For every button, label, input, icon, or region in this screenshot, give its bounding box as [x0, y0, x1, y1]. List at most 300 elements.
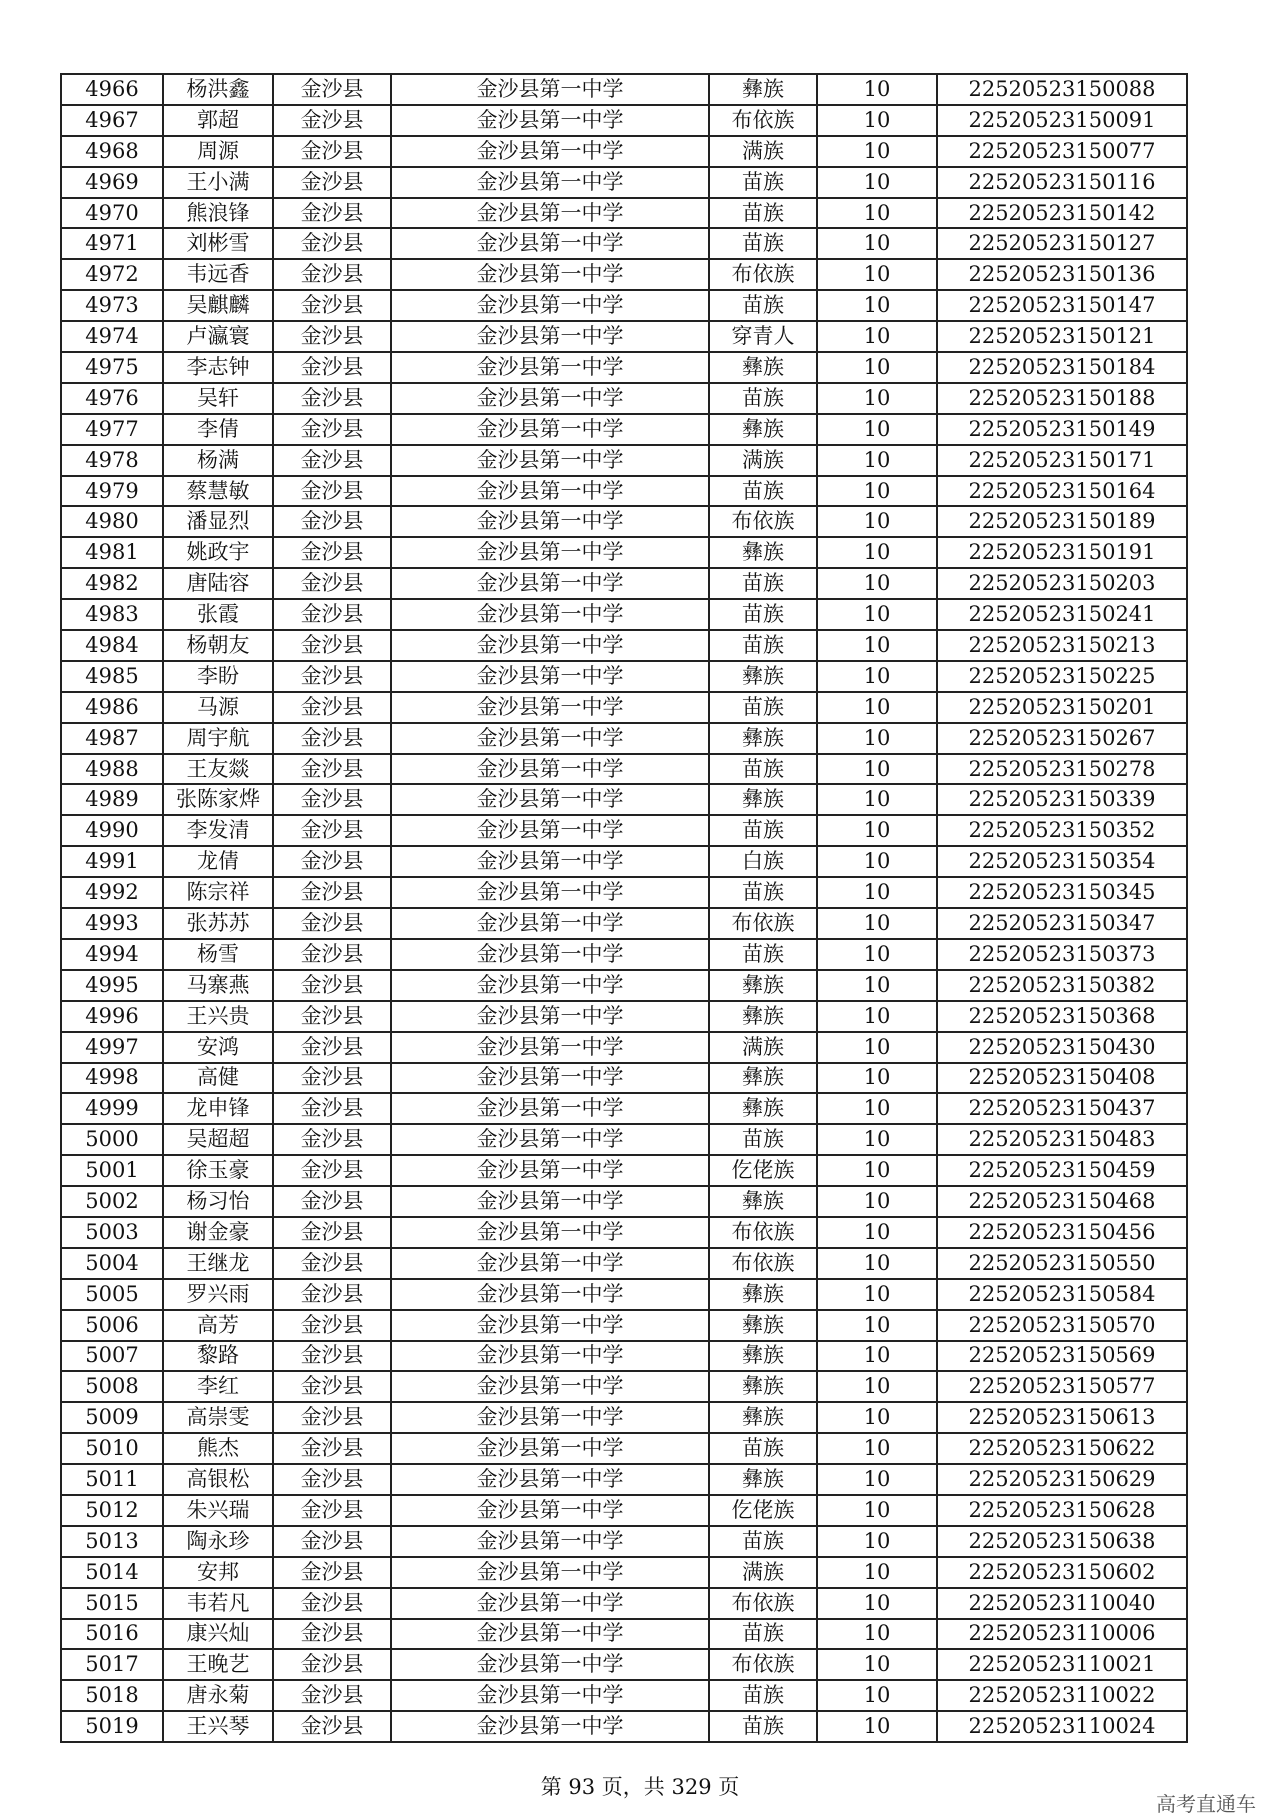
- cell-score: 10: [817, 1310, 937, 1341]
- cell-county: 金沙县: [273, 228, 391, 259]
- cell-score: 10: [817, 815, 937, 846]
- cell-county: 金沙县: [273, 1495, 391, 1526]
- cell-exam-id: 22520523150550: [937, 1248, 1187, 1279]
- cell-county: 金沙县: [273, 1310, 391, 1341]
- cell-school: 金沙县第一中学: [391, 383, 709, 414]
- table-row: [61, 1557, 1187, 1588]
- cell-ethnicity: 苗族: [709, 1619, 817, 1650]
- cell-county: 金沙县: [273, 74, 391, 105]
- cell-school: 金沙县第一中学: [391, 908, 709, 939]
- cell-county: 金沙县: [273, 383, 391, 414]
- cell-ethnicity: 苗族: [709, 476, 817, 507]
- cell-name: 高银松: [163, 1464, 273, 1495]
- cell-index: 4968: [61, 136, 163, 167]
- cell-county: 金沙县: [273, 1063, 391, 1094]
- cell-index: 4977: [61, 414, 163, 445]
- table-row: [61, 1464, 1187, 1495]
- table-row: [61, 661, 1187, 692]
- cell-exam-id: 22520523150136: [937, 259, 1187, 290]
- cell-name: 高健: [163, 1063, 273, 1094]
- cell-school: 金沙县第一中学: [391, 1495, 709, 1526]
- cell-score: 10: [817, 1495, 937, 1526]
- cell-ethnicity: 彝族: [709, 970, 817, 1001]
- cell-ethnicity: 彝族: [709, 1001, 817, 1032]
- table-row: [61, 383, 1187, 414]
- cell-school: 金沙县第一中学: [391, 290, 709, 321]
- cell-score: 10: [817, 383, 937, 414]
- cell-index: 5013: [61, 1526, 163, 1557]
- cell-index: 4970: [61, 198, 163, 229]
- table-row: [61, 506, 1187, 537]
- cell-index: 5003: [61, 1217, 163, 1248]
- cell-ethnicity: 彝族: [709, 784, 817, 815]
- cell-county: 金沙县: [273, 198, 391, 229]
- cell-name: 吴麒麟: [163, 290, 273, 321]
- cell-school: 金沙县第一中学: [391, 476, 709, 507]
- cell-score: 10: [817, 1032, 937, 1063]
- cell-county: 金沙县: [273, 815, 391, 846]
- cell-index: 4995: [61, 970, 163, 1001]
- cell-exam-id: 22520523150613: [937, 1402, 1187, 1433]
- cell-ethnicity: 苗族: [709, 228, 817, 259]
- cell-exam-id: 22520523150127: [937, 228, 1187, 259]
- cell-county: 金沙县: [273, 1526, 391, 1557]
- cell-name: 安鸿: [163, 1032, 273, 1063]
- cell-index: 4992: [61, 877, 163, 908]
- cell-exam-id: 22520523150188: [937, 383, 1187, 414]
- cell-name: 韦远香: [163, 259, 273, 290]
- cell-index: 5002: [61, 1186, 163, 1217]
- cell-exam-id: 22520523150267: [937, 723, 1187, 754]
- cell-name: 马寨燕: [163, 970, 273, 1001]
- cell-exam-id: 22520523150638: [937, 1526, 1187, 1557]
- cell-name: 唐永菊: [163, 1680, 273, 1711]
- table-row: [61, 1063, 1187, 1094]
- cell-county: 金沙县: [273, 1186, 391, 1217]
- cell-school: 金沙县第一中学: [391, 723, 709, 754]
- cell-name: 龙倩: [163, 846, 273, 877]
- cell-exam-id: 22520523150373: [937, 939, 1187, 970]
- cell-school: 金沙县第一中学: [391, 1155, 709, 1186]
- cell-exam-id: 22520523150437: [937, 1093, 1187, 1124]
- cell-school: 金沙县第一中学: [391, 1433, 709, 1464]
- cell-index: 5019: [61, 1711, 163, 1742]
- cell-score: 10: [817, 136, 937, 167]
- cell-ethnicity: 苗族: [709, 167, 817, 198]
- cell-score: 10: [817, 1557, 937, 1588]
- cell-score: 10: [817, 970, 937, 1001]
- cell-county: 金沙县: [273, 136, 391, 167]
- cell-score: 10: [817, 1248, 937, 1279]
- cell-county: 金沙县: [273, 1433, 391, 1464]
- cell-school: 金沙县第一中学: [391, 105, 709, 136]
- cell-score: 10: [817, 1526, 937, 1557]
- cell-school: 金沙县第一中学: [391, 198, 709, 229]
- cell-county: 金沙县: [273, 1680, 391, 1711]
- cell-index: 5016: [61, 1619, 163, 1650]
- cell-ethnicity: 苗族: [709, 939, 817, 970]
- cell-exam-id: 22520523150091: [937, 105, 1187, 136]
- cell-school: 金沙县第一中学: [391, 877, 709, 908]
- cell-ethnicity: 彝族: [709, 414, 817, 445]
- cell-score: 10: [817, 476, 937, 507]
- cell-score: 10: [817, 846, 937, 877]
- cell-exam-id: 22520523150602: [937, 1557, 1187, 1588]
- cell-school: 金沙县第一中学: [391, 1680, 709, 1711]
- cell-exam-id: 22520523150352: [937, 815, 1187, 846]
- cell-ethnicity: 布依族: [709, 105, 817, 136]
- cell-school: 金沙县第一中学: [391, 1217, 709, 1248]
- table-row: [61, 692, 1187, 723]
- cell-score: 10: [817, 1402, 937, 1433]
- cell-exam-id: 22520523150628: [937, 1495, 1187, 1526]
- cell-school: 金沙县第一中学: [391, 939, 709, 970]
- table-row: [61, 321, 1187, 352]
- cell-exam-id: 22520523150339: [937, 784, 1187, 815]
- cell-index: 5009: [61, 1402, 163, 1433]
- cell-score: 10: [817, 1124, 937, 1155]
- cell-school: 金沙县第一中学: [391, 661, 709, 692]
- cell-name: 高崇雯: [163, 1402, 273, 1433]
- cell-ethnicity: 布依族: [709, 1588, 817, 1619]
- table-row: [61, 1433, 1187, 1464]
- cell-county: 金沙县: [273, 877, 391, 908]
- cell-score: 10: [817, 1680, 937, 1711]
- cell-name: 安邦: [163, 1557, 273, 1588]
- cell-name: 张霞: [163, 599, 273, 630]
- cell-exam-id: 22520523150191: [937, 537, 1187, 568]
- cell-school: 金沙县第一中学: [391, 1310, 709, 1341]
- cell-exam-id: 22520523110040: [937, 1588, 1187, 1619]
- cell-score: 10: [817, 1063, 937, 1094]
- cell-county: 金沙县: [273, 754, 391, 785]
- cell-exam-id: 22520523150201: [937, 692, 1187, 723]
- cell-county: 金沙县: [273, 1001, 391, 1032]
- cell-index: 4983: [61, 599, 163, 630]
- cell-exam-id: 22520523150570: [937, 1310, 1187, 1341]
- cell-index: 5001: [61, 1155, 163, 1186]
- cell-score: 10: [817, 939, 937, 970]
- table-row: [61, 228, 1187, 259]
- cell-school: 金沙县第一中学: [391, 1588, 709, 1619]
- cell-score: 10: [817, 537, 937, 568]
- cell-ethnicity: 苗族: [709, 754, 817, 785]
- cell-school: 金沙县第一中学: [391, 167, 709, 198]
- cell-ethnicity: 彝族: [709, 1063, 817, 1094]
- cell-exam-id: 22520523150203: [937, 568, 1187, 599]
- cell-score: 10: [817, 414, 937, 445]
- table-row: [61, 599, 1187, 630]
- table-row: [61, 1619, 1187, 1650]
- cell-ethnicity: 彝族: [709, 537, 817, 568]
- cell-index: 5018: [61, 1680, 163, 1711]
- cell-ethnicity: 彝族: [709, 352, 817, 383]
- cell-index: 5011: [61, 1464, 163, 1495]
- cell-exam-id: 22520523150459: [937, 1155, 1187, 1186]
- cell-county: 金沙县: [273, 1588, 391, 1619]
- table-row: [61, 970, 1187, 1001]
- cell-school: 金沙县第一中学: [391, 1464, 709, 1495]
- cell-school: 金沙县第一中学: [391, 506, 709, 537]
- cell-score: 10: [817, 692, 937, 723]
- cell-index: 4967: [61, 105, 163, 136]
- cell-county: 金沙县: [273, 414, 391, 445]
- cell-ethnicity: 苗族: [709, 630, 817, 661]
- cell-ethnicity: 布依族: [709, 1248, 817, 1279]
- cell-index: 4969: [61, 167, 163, 198]
- cell-score: 10: [817, 445, 937, 476]
- cell-school: 金沙县第一中学: [391, 1619, 709, 1650]
- cell-school: 金沙县第一中学: [391, 1279, 709, 1310]
- cell-score: 10: [817, 198, 937, 229]
- cell-index: 4981: [61, 537, 163, 568]
- cell-ethnicity: 苗族: [709, 599, 817, 630]
- cell-index: 4984: [61, 630, 163, 661]
- cell-ethnicity: 彝族: [709, 74, 817, 105]
- cell-index: 4994: [61, 939, 163, 970]
- table-row: [61, 939, 1187, 970]
- cell-score: 10: [817, 1186, 937, 1217]
- table-row: [61, 105, 1187, 136]
- cell-name: 王小满: [163, 167, 273, 198]
- table-row: [61, 445, 1187, 476]
- cell-ethnicity: 彝族: [709, 1093, 817, 1124]
- cell-ethnicity: 苗族: [709, 692, 817, 723]
- cell-index: 4986: [61, 692, 163, 723]
- cell-score: 10: [817, 1001, 937, 1032]
- cell-county: 金沙县: [273, 939, 391, 970]
- cell-exam-id: 22520523150622: [937, 1433, 1187, 1464]
- cell-exam-id: 22520523150225: [937, 661, 1187, 692]
- cell-ethnicity: 苗族: [709, 1433, 817, 1464]
- table-row: [61, 1093, 1187, 1124]
- cell-index: 4989: [61, 784, 163, 815]
- cell-name: 王友燚: [163, 754, 273, 785]
- cell-ethnicity: 苗族: [709, 877, 817, 908]
- cell-name: 周源: [163, 136, 273, 167]
- cell-name: 张苏苏: [163, 908, 273, 939]
- cell-ethnicity: 满族: [709, 1032, 817, 1063]
- table-row: [61, 476, 1187, 507]
- cell-school: 金沙县第一中学: [391, 754, 709, 785]
- cell-ethnicity: 苗族: [709, 198, 817, 229]
- table-row: [61, 784, 1187, 815]
- cell-ethnicity: 布依族: [709, 908, 817, 939]
- cell-county: 金沙县: [273, 599, 391, 630]
- cell-index: 4971: [61, 228, 163, 259]
- cell-score: 10: [817, 352, 937, 383]
- cell-exam-id: 22520523150577: [937, 1371, 1187, 1402]
- cell-school: 金沙县第一中学: [391, 352, 709, 383]
- cell-county: 金沙县: [273, 321, 391, 352]
- cell-exam-id: 22520523150189: [937, 506, 1187, 537]
- cell-name: 陈宗祥: [163, 877, 273, 908]
- table-row: [61, 1680, 1187, 1711]
- cell-ethnicity: 苗族: [709, 290, 817, 321]
- cell-school: 金沙县第一中学: [391, 136, 709, 167]
- cell-school: 金沙县第一中学: [391, 1032, 709, 1063]
- cell-ethnicity: 苗族: [709, 1124, 817, 1155]
- table-row: [61, 1495, 1187, 1526]
- cell-ethnicity: 彝族: [709, 1186, 817, 1217]
- cell-school: 金沙县第一中学: [391, 1526, 709, 1557]
- cell-county: 金沙县: [273, 1248, 391, 1279]
- cell-name: 马源: [163, 692, 273, 723]
- cell-county: 金沙县: [273, 1557, 391, 1588]
- cell-school: 金沙县第一中学: [391, 537, 709, 568]
- cell-ethnicity: 苗族: [709, 1680, 817, 1711]
- table-row: [61, 414, 1187, 445]
- cell-index: 4973: [61, 290, 163, 321]
- cell-school: 金沙县第一中学: [391, 599, 709, 630]
- table-row: [61, 723, 1187, 754]
- cell-exam-id: 22520523150584: [937, 1279, 1187, 1310]
- table-row: [61, 537, 1187, 568]
- cell-score: 10: [817, 568, 937, 599]
- cell-index: 4985: [61, 661, 163, 692]
- cell-name: 李发清: [163, 815, 273, 846]
- cell-school: 金沙县第一中学: [391, 970, 709, 1001]
- cell-name: 李倩: [163, 414, 273, 445]
- cell-name: 王晚艺: [163, 1649, 273, 1680]
- cell-ethnicity: 苗族: [709, 383, 817, 414]
- cell-ethnicity: 彝族: [709, 1371, 817, 1402]
- cell-index: 4972: [61, 259, 163, 290]
- table-row: [61, 1279, 1187, 1310]
- roster-table: [60, 73, 1188, 1743]
- cell-exam-id: 22520523150213: [937, 630, 1187, 661]
- cell-score: 10: [817, 1433, 937, 1464]
- cell-exam-id: 22520523150408: [937, 1063, 1187, 1094]
- cell-name: 郭超: [163, 105, 273, 136]
- table-row: [61, 815, 1187, 846]
- table-row: [61, 167, 1187, 198]
- cell-index: 4974: [61, 321, 163, 352]
- cell-county: 金沙县: [273, 537, 391, 568]
- cell-county: 金沙县: [273, 846, 391, 877]
- table-row: [61, 908, 1187, 939]
- cell-name: 谢金豪: [163, 1217, 273, 1248]
- roster-table-body: [61, 74, 1187, 1742]
- cell-ethnicity: 彝族: [709, 661, 817, 692]
- cell-score: 10: [817, 259, 937, 290]
- cell-exam-id: 22520523110021: [937, 1649, 1187, 1680]
- cell-ethnicity: 苗族: [709, 815, 817, 846]
- cell-school: 金沙县第一中学: [391, 784, 709, 815]
- table-row: [61, 1248, 1187, 1279]
- cell-score: 10: [817, 321, 937, 352]
- cell-county: 金沙县: [273, 445, 391, 476]
- cell-index: 5017: [61, 1649, 163, 1680]
- cell-index: 4988: [61, 754, 163, 785]
- cell-score: 10: [817, 290, 937, 321]
- cell-school: 金沙县第一中学: [391, 815, 709, 846]
- cell-index: 4998: [61, 1063, 163, 1094]
- table-row: [61, 568, 1187, 599]
- cell-name: 吴超超: [163, 1124, 273, 1155]
- cell-exam-id: 22520523150184: [937, 352, 1187, 383]
- cell-score: 10: [817, 228, 937, 259]
- cell-index: 4987: [61, 723, 163, 754]
- cell-county: 金沙县: [273, 506, 391, 537]
- cell-score: 10: [817, 1217, 937, 1248]
- table-row: [61, 877, 1187, 908]
- table-row: [61, 1155, 1187, 1186]
- cell-county: 金沙县: [273, 723, 391, 754]
- cell-score: 10: [817, 877, 937, 908]
- table-row: [61, 1217, 1187, 1248]
- table-row: [61, 136, 1187, 167]
- cell-name: 蔡慧敏: [163, 476, 273, 507]
- cell-ethnicity: 苗族: [709, 1711, 817, 1742]
- cell-school: 金沙县第一中学: [391, 1711, 709, 1742]
- cell-school: 金沙县第一中学: [391, 414, 709, 445]
- table-row: [61, 290, 1187, 321]
- cell-index: 4997: [61, 1032, 163, 1063]
- cell-county: 金沙县: [273, 784, 391, 815]
- cell-county: 金沙县: [273, 167, 391, 198]
- watermark-text: 高考直通车: [1156, 1792, 1256, 1816]
- cell-school: 金沙县第一中学: [391, 228, 709, 259]
- cell-index: 4976: [61, 383, 163, 414]
- cell-county: 金沙县: [273, 1093, 391, 1124]
- cell-exam-id: 22520523150456: [937, 1217, 1187, 1248]
- cell-county: 金沙县: [273, 1619, 391, 1650]
- cell-school: 金沙县第一中学: [391, 846, 709, 877]
- roster-table-container: [60, 73, 1186, 1743]
- cell-ethnicity: 苗族: [709, 568, 817, 599]
- cell-name: 陶永珍: [163, 1526, 273, 1557]
- table-row: [61, 1371, 1187, 1402]
- cell-score: 10: [817, 1464, 937, 1495]
- cell-score: 10: [817, 1371, 937, 1402]
- cell-exam-id: 22520523150241: [937, 599, 1187, 630]
- cell-school: 金沙县第一中学: [391, 1186, 709, 1217]
- cell-county: 金沙县: [273, 1649, 391, 1680]
- cell-ethnicity: 布依族: [709, 1649, 817, 1680]
- cell-school: 金沙县第一中学: [391, 1371, 709, 1402]
- table-row: [61, 1711, 1187, 1742]
- table-row: [61, 352, 1187, 383]
- cell-county: 金沙县: [273, 1032, 391, 1063]
- table-row: [61, 630, 1187, 661]
- cell-index: 4993: [61, 908, 163, 939]
- cell-exam-id: 22520523150088: [937, 74, 1187, 105]
- cell-county: 金沙县: [273, 1279, 391, 1310]
- table-row: [61, 1402, 1187, 1433]
- cell-county: 金沙县: [273, 1402, 391, 1433]
- cell-score: 10: [817, 167, 937, 198]
- cell-score: 10: [817, 506, 937, 537]
- cell-ethnicity: 布依族: [709, 259, 817, 290]
- cell-index: 5010: [61, 1433, 163, 1464]
- cell-name: 李盼: [163, 661, 273, 692]
- table-row: [61, 846, 1187, 877]
- cell-ethnicity: 满族: [709, 136, 817, 167]
- cell-name: 高芳: [163, 1310, 273, 1341]
- table-row: [61, 198, 1187, 229]
- cell-exam-id: 22520523150629: [937, 1464, 1187, 1495]
- cell-score: 10: [817, 1279, 937, 1310]
- cell-school: 金沙县第一中学: [391, 1063, 709, 1094]
- cell-county: 金沙县: [273, 290, 391, 321]
- cell-ethnicity: 布依族: [709, 1217, 817, 1248]
- cell-name: 李红: [163, 1371, 273, 1402]
- cell-index: 5014: [61, 1557, 163, 1588]
- cell-exam-id: 22520523150347: [937, 908, 1187, 939]
- cell-exam-id: 22520523150278: [937, 754, 1187, 785]
- table-row: [61, 1526, 1187, 1557]
